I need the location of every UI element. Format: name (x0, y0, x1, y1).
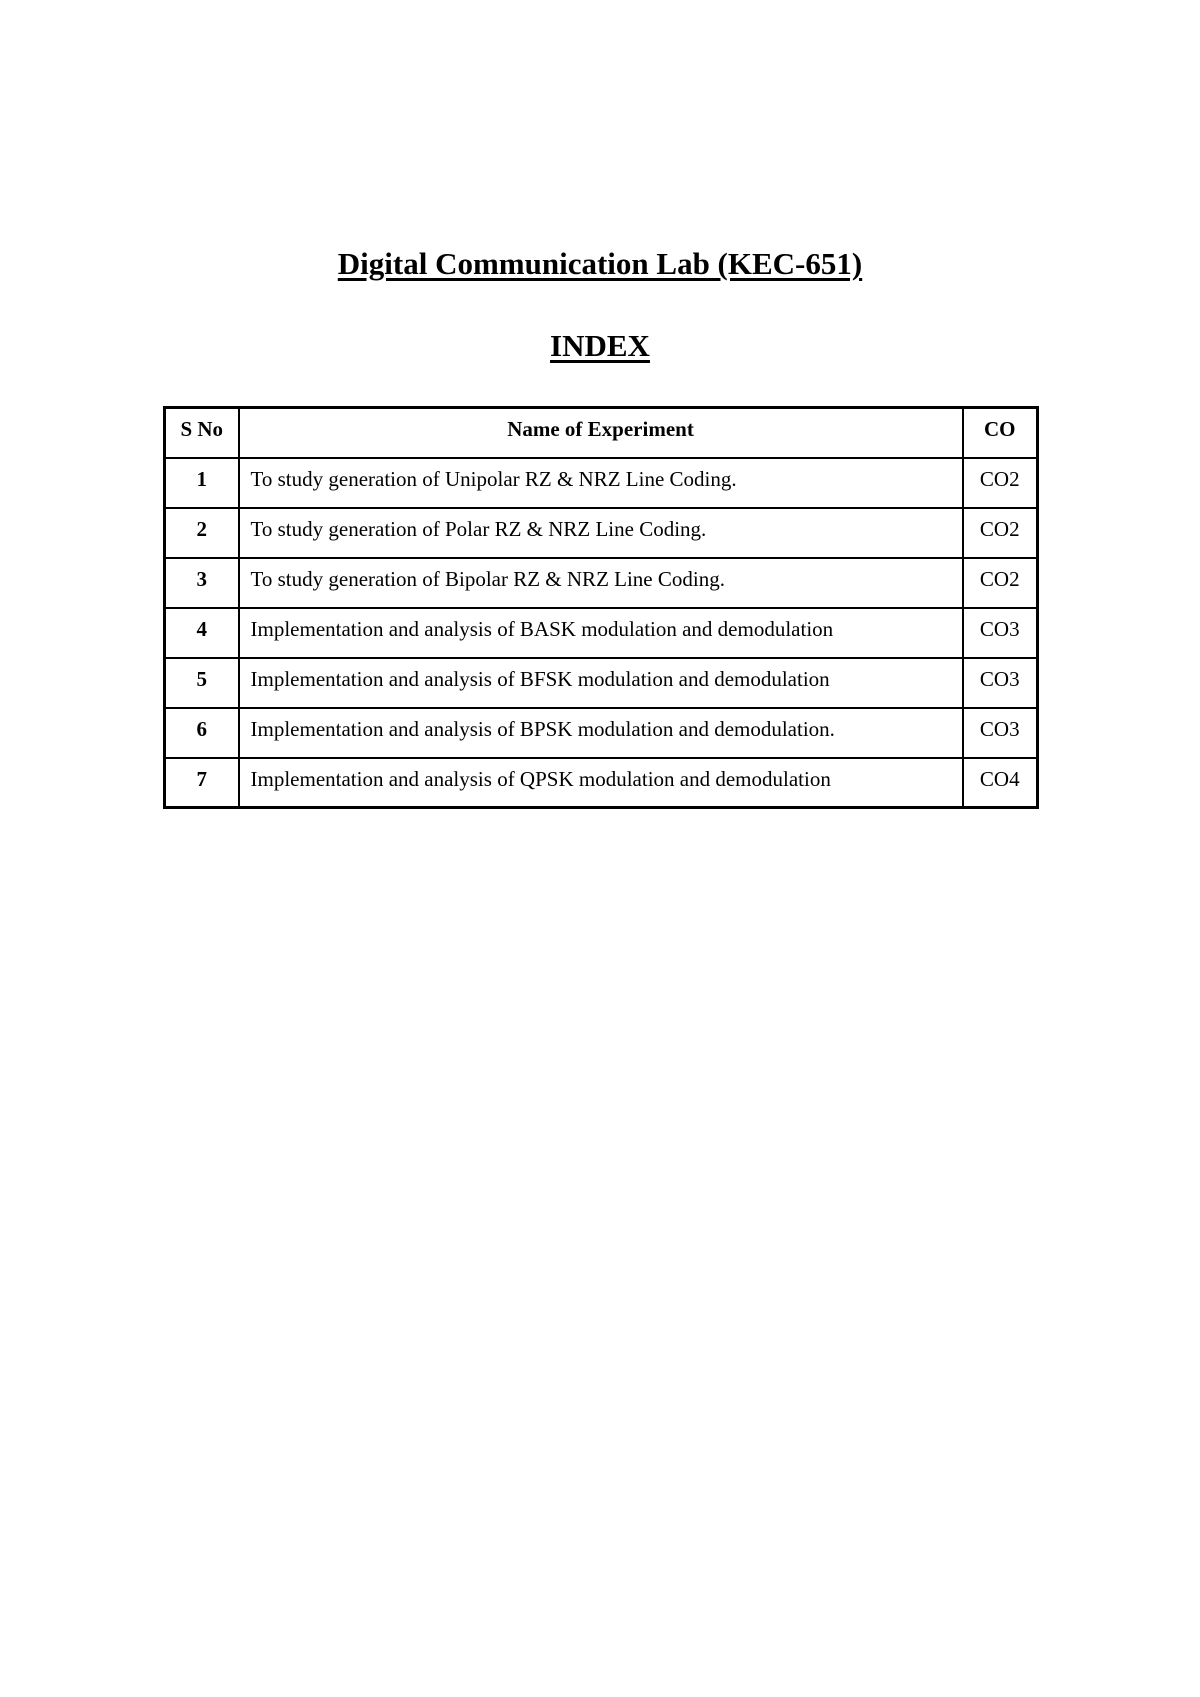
row-experiment-name: Implementation and analysis of BFSK modulation and demodulation (239, 658, 963, 708)
table-row (165, 758, 1038, 808)
experiment-index-table (163, 406, 1039, 809)
row-co: CO2 (963, 508, 1038, 558)
row-experiment-name: Implementation and analysis of BASK modulation and demodulation (239, 608, 963, 658)
row-experiment-name: To study generation of Bipolar RZ & NRZ Line Coding. (239, 558, 963, 608)
table-row (165, 508, 1038, 558)
table-row (165, 608, 1038, 658)
row-co: CO4 (963, 758, 1038, 808)
row-sno: 3 (165, 558, 239, 608)
table-row (165, 458, 1038, 508)
row-sno: 2 (165, 508, 239, 558)
row-experiment-name: To study generation of Unipolar RZ & NRZ Line Coding. (239, 458, 963, 508)
header-name-of-experiment: Name of Experiment (239, 408, 963, 458)
table-header-row (165, 408, 1038, 458)
row-experiment-name: To study generation of Polar RZ & NRZ Line Coding. (239, 508, 963, 558)
row-sno: 6 (165, 708, 239, 758)
table-row (165, 708, 1038, 758)
table-row (165, 558, 1038, 608)
row-experiment-name: Implementation and analysis of QPSK modulation and demodulation (239, 758, 963, 808)
row-experiment-name: Implementation and analysis of BPSK modulation and demodulation. (239, 708, 963, 758)
index-heading: INDEX (550, 328, 650, 363)
row-sno: 5 (165, 658, 239, 708)
row-co: CO2 (963, 558, 1038, 608)
row-sno: 4 (165, 608, 239, 658)
row-co: CO3 (963, 608, 1038, 658)
header-sno: S No (165, 408, 239, 458)
row-co: CO3 (963, 658, 1038, 708)
page-title: Digital Communication Lab (KEC-651) (337, 246, 863, 281)
table-row (165, 658, 1038, 708)
row-sno: 7 (165, 758, 239, 808)
row-co: CO3 (963, 708, 1038, 758)
header-co: CO (963, 408, 1038, 458)
row-sno: 1 (165, 458, 239, 508)
row-co: CO2 (963, 458, 1038, 508)
